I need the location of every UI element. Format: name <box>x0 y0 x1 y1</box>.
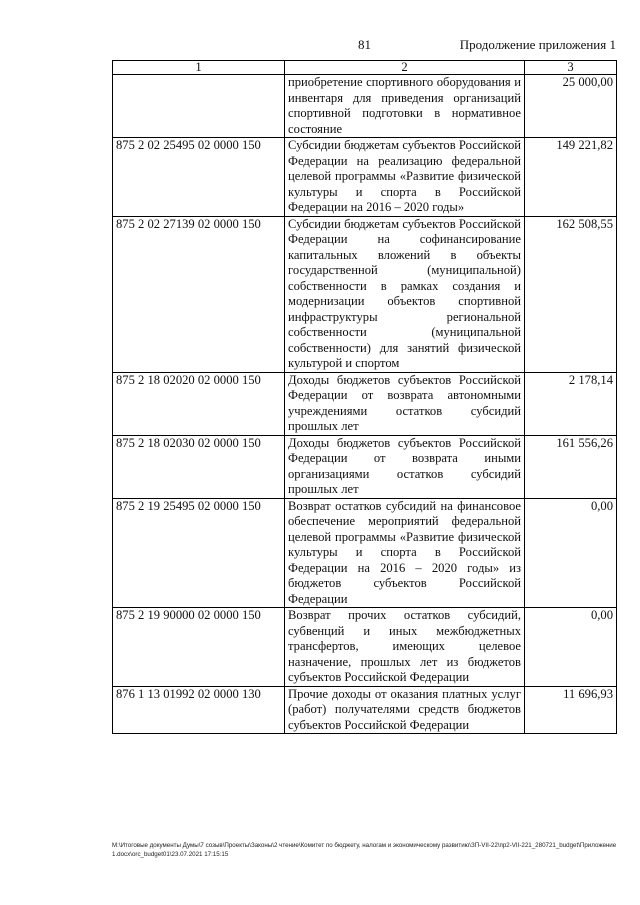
row-amount: 161 556,26 <box>525 435 617 498</box>
row-amount: 25 000,00 <box>525 75 617 138</box>
table-row <box>113 498 617 608</box>
row-amount: 2 178,14 <box>525 372 617 435</box>
row-description: Субсидии бюджетам субъектов Российской Федерации на реализацию федеральной целевой программы «Развитие физической культуры и спорта в Российской Федерации на 2016 – 2020 годы» <box>285 138 525 217</box>
file-path-footer: M:\Итоговые документы Думы\7 созыв\Проекты\Законы\2 чтение\Комитет по бюджету, налогам и экономическому развитию\ЗП-VII-22\пр2-VII-221_280721_budget\Приложение 1.docx\orc_budget01\23.07.2021 17:15:15 <box>112 842 617 858</box>
table-row <box>113 372 617 435</box>
row-amount: 149 221,82 <box>525 138 617 217</box>
column-header: 3 <box>525 61 617 75</box>
header-row <box>113 61 617 75</box>
budget-code: 875 2 02 25495 02 0000 150 <box>113 138 285 217</box>
continuation-label: Продолжение приложения 1 <box>459 37 616 52</box>
budget-code: 875 2 02 27139 02 0000 150 <box>113 216 285 372</box>
budget-code: 875 2 18 02020 02 0000 150 <box>113 372 285 435</box>
row-description: Доходы бюджетов субъектов Российской Федерации от возврата автономными учреждениями остатков субсидий прошлых лет <box>285 372 525 435</box>
table-row <box>113 138 617 217</box>
table-row <box>113 435 617 498</box>
row-description: Возврат прочих остатков субсидий, субвенций и иных межбюджетных трансфертов, имеющих целевое назначение, прошлых лет из бюджетов субъектов Российской Федерации <box>285 608 525 687</box>
budget-code: 875 2 19 25495 02 0000 150 <box>113 498 285 608</box>
row-amount: 11 696,93 <box>525 686 617 734</box>
table-row <box>113 216 617 372</box>
table-row <box>113 75 617 138</box>
row-description: Субсидии бюджетам субъектов Российской Федерации на софинансирование капитальных вложений в объекты государственной (муниципальной) собственности в рамках создания и модернизации объектов спортивной инфраструктуры региональной собственности (муниципальной собственности) для занятий физической культурой и спортом <box>285 216 525 372</box>
column-header: 2 <box>285 61 525 75</box>
column-header: 1 <box>113 61 285 75</box>
row-amount: 0,00 <box>525 608 617 687</box>
budget-code: 875 2 18 02030 02 0000 150 <box>113 435 285 498</box>
budget-code: 875 2 19 90000 02 0000 150 <box>113 608 285 687</box>
budget-table <box>112 60 617 734</box>
table-row <box>113 608 617 687</box>
row-amount: 162 508,55 <box>525 216 617 372</box>
budget-code <box>113 75 285 138</box>
row-amount: 0,00 <box>525 498 617 608</box>
row-description: приобретение спортивного оборудования и инвентаря для приведения организаций спортивной подготовки в нормативное состояние <box>285 75 525 138</box>
page-number: 81 <box>358 37 371 52</box>
table-row <box>113 686 617 734</box>
row-description: Прочие доходы от оказания платных услуг (работ) получателями средств бюджетов субъектов Российской Федерации <box>285 686 525 734</box>
budget-code: 876 1 13 01992 02 0000 130 <box>113 686 285 734</box>
row-description: Возврат остатков субсидий на финансовое обеспечение мероприятий федеральной целевой программы «Развитие физической культуры и спорта в Российской Федерации на 2016 – 2020 годы» из бюджетов субъектов Российской Федерации <box>285 498 525 608</box>
row-description: Доходы бюджетов субъектов Российской Федерации от возврата иными организациями остатков субсидий прошлых лет <box>285 435 525 498</box>
